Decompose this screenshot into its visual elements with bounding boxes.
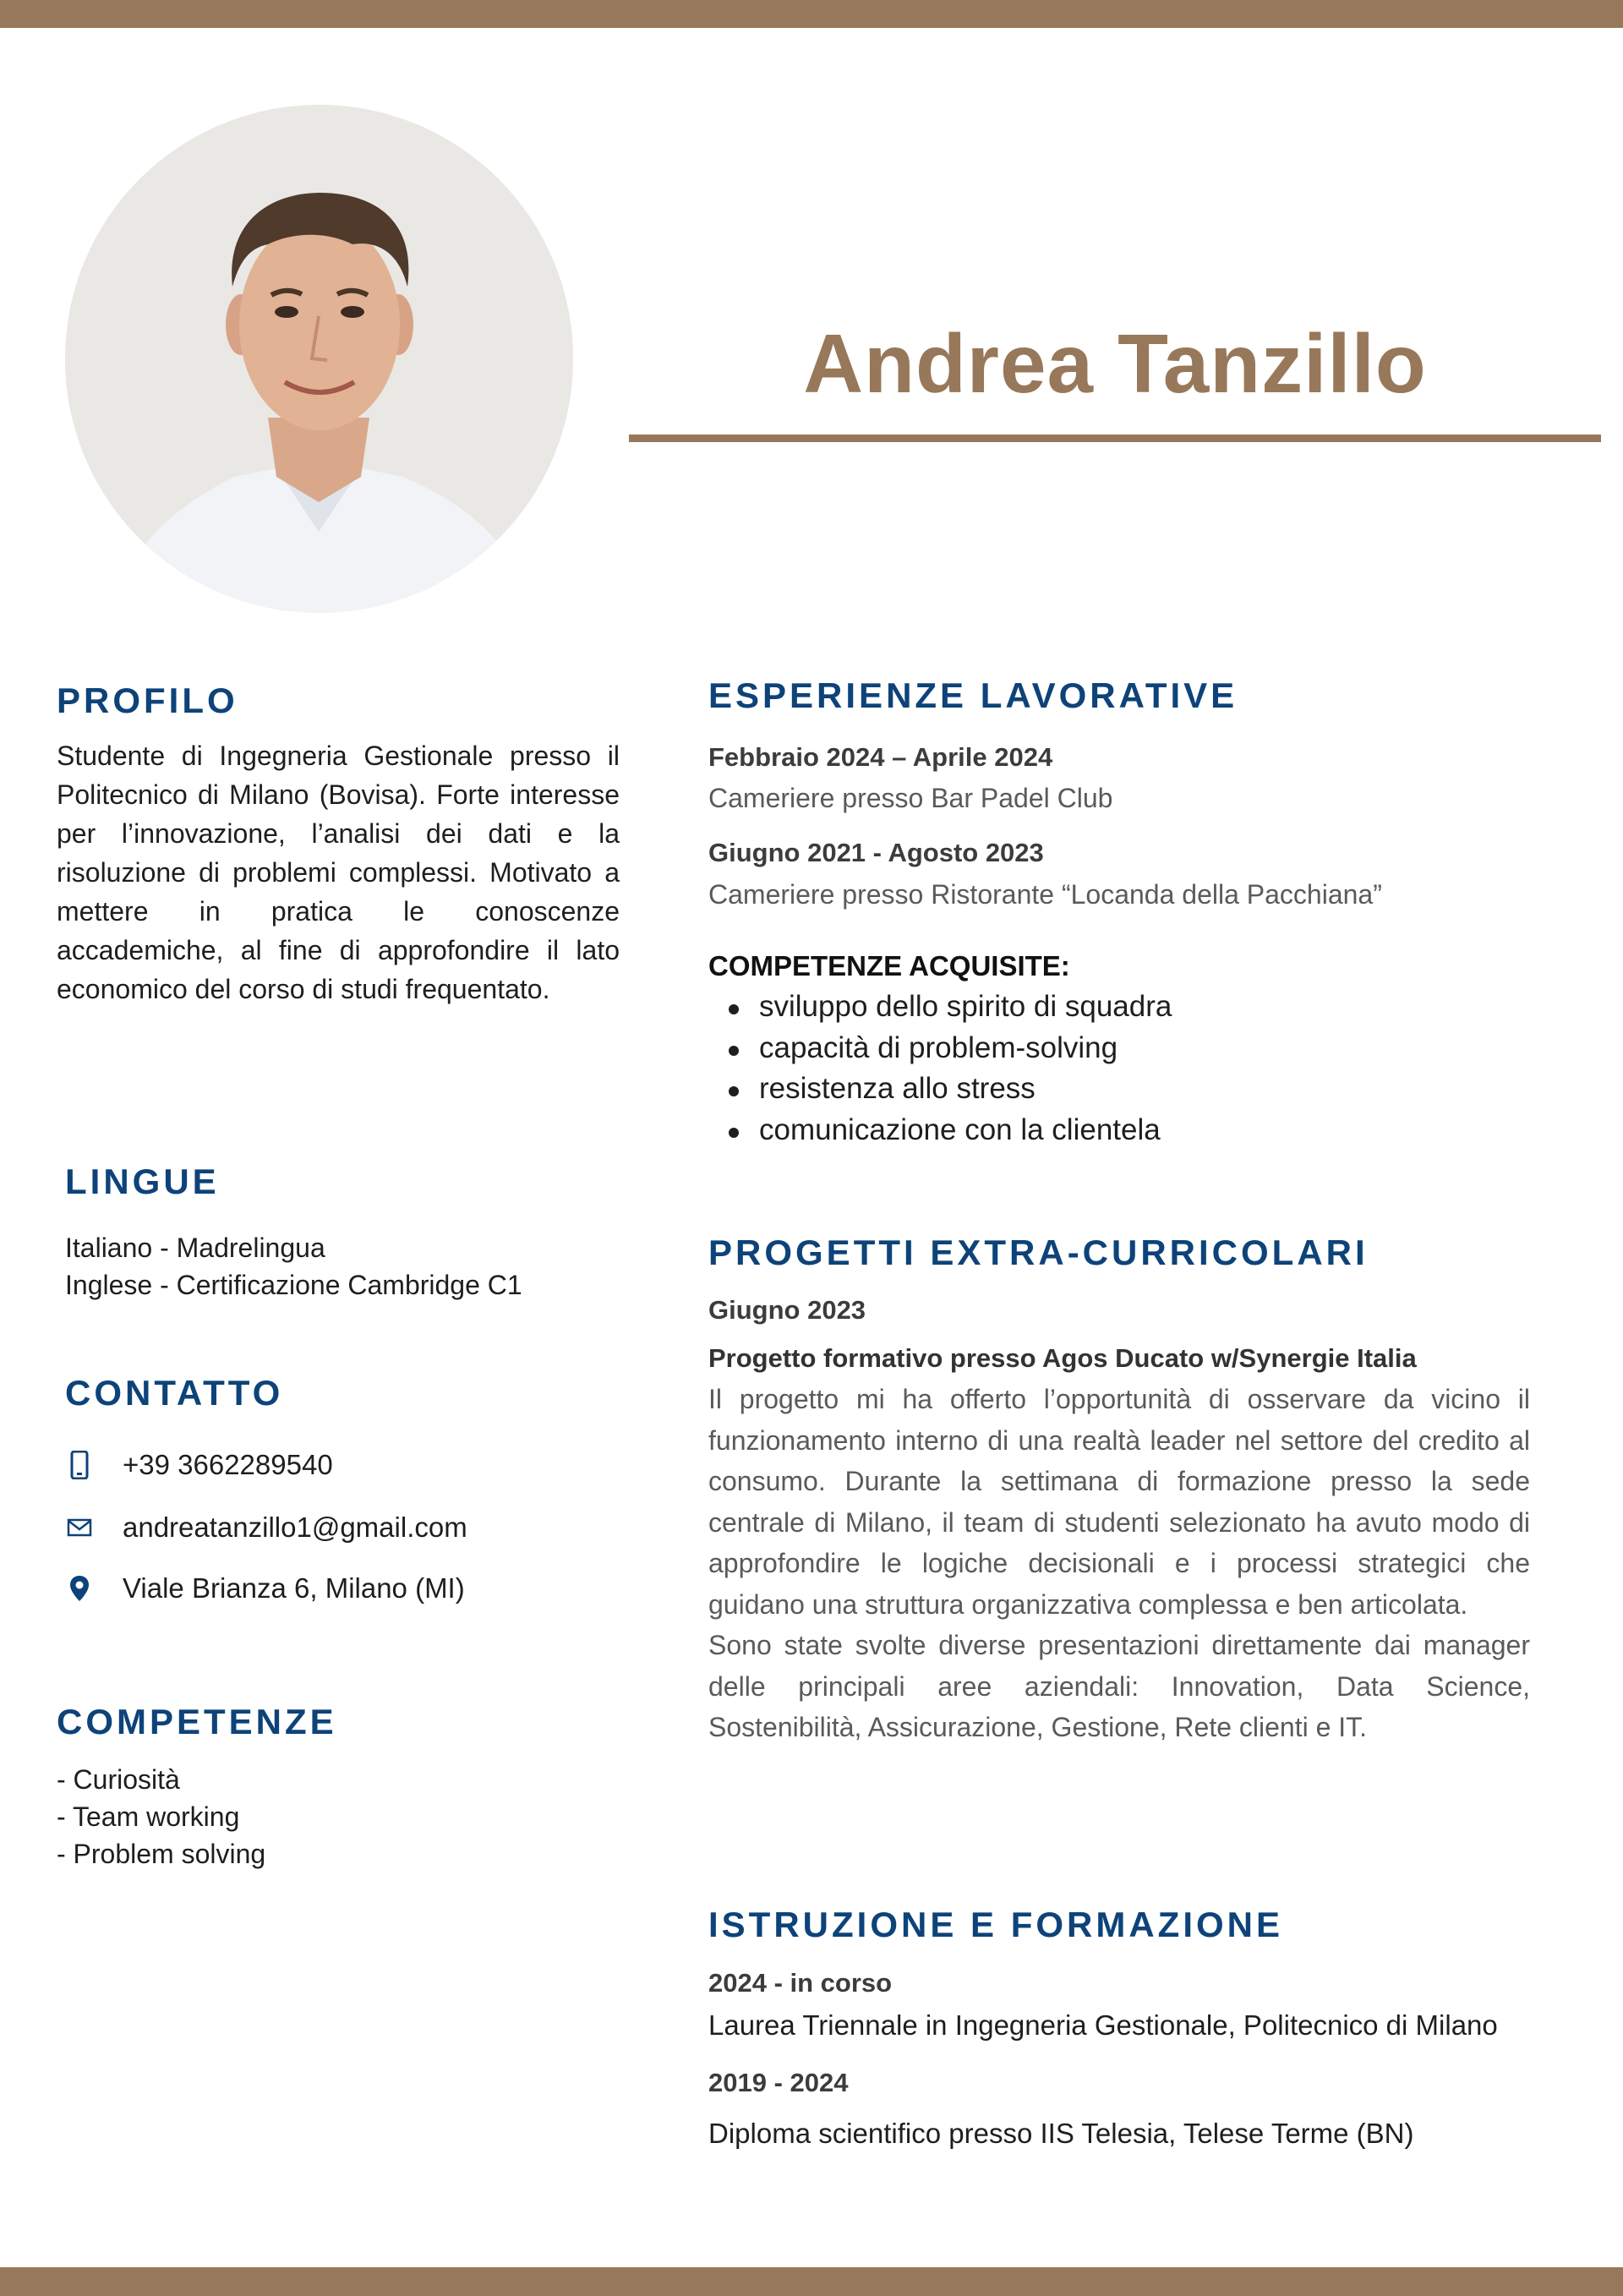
- competenza-item: - Curiosità: [57, 1764, 180, 1795]
- bottom-band: [0, 2267, 1623, 2296]
- profile-photo: [65, 105, 573, 613]
- lingue-heading: LINGUE: [65, 1162, 220, 1201]
- competenza-item: - Problem solving: [57, 1839, 266, 1869]
- istruzione-heading: ISTRUZIONE E FORMAZIONE: [708, 1905, 1283, 1944]
- address-text: Viale Brianza 6, Milano (MI): [123, 1572, 465, 1604]
- project-date: Giugno 2023: [708, 1295, 866, 1325]
- competenze-acquisite-list: [708, 987, 1172, 1151]
- job-role: Cameriere presso Bar Padel Club: [708, 783, 1113, 813]
- education-date: 2024 - in corso: [708, 1968, 893, 1998]
- phone-icon: [65, 1448, 94, 1482]
- profilo-heading: PROFILO: [57, 681, 238, 720]
- mail-icon: [65, 1511, 94, 1544]
- lingue-list: [65, 1229, 522, 1304]
- person-portrait-icon: [65, 105, 573, 613]
- education-entry: Laurea Triennale in Ingegneria Gestionale, Politecnico di Milano: [708, 2009, 1498, 2041]
- competenze-list: [57, 1761, 265, 1872]
- email-address[interactable]: andreatanzillo1@gmail.com: [123, 1512, 467, 1543]
- project-paragraph: Sono state svolte diverse presentazioni direttamente dai manager delle principali aree aziendali: Innovation, Data Science, Sostenibilità, Assicurazione, Gestione, Rete clienti e IT.: [708, 1630, 1530, 1742]
- location-pin-icon: [65, 1572, 94, 1605]
- profilo-text: Studente di Ingegneria Gestionale presso il Politecnico di Milano (Bovisa). Forte interesse per l’innovazione, l’analisi dei dati e la risoluzione di problemi complessi. Motivato a mettere in pratica le conoscenze accademiche, al fine di approfondire il lato economico del corso di studi frequentato.: [57, 741, 620, 1004]
- lingua-italiano: Italiano - Madrelingua: [65, 1233, 325, 1263]
- competenza-item: - Team working: [57, 1801, 240, 1832]
- project-paragraph: Il progetto mi ha offerto l’opportunità di osservare da vicino il funzionamento interno di una realtà leader nel settore del credito al consumo. Durante la settimana di formazione presso la sede centrale di Milano, il team di studenti selezionato ha avuto modo di approfondire le logiche decisionali e i processi strategici che guidano una struttura organizzativa complessa e ben articolata.: [708, 1384, 1530, 1620]
- competenze-acquisite-heading: COMPETENZE ACQUISITE:: [708, 950, 1070, 981]
- job-date: Febbraio 2024 – Aprile 2024: [708, 742, 1053, 772]
- contact-address: [65, 1569, 465, 1608]
- skill-item: capacità di problem-solving: [708, 1028, 1172, 1069]
- top-band: [0, 0, 1623, 28]
- competenze-heading: COMPETENZE: [57, 1702, 337, 1741]
- esperienze-heading: ESPERIENZE LAVORATIVE: [708, 675, 1238, 715]
- education-date: 2019 - 2024: [708, 2068, 849, 2097]
- candidate-name: Andrea Tanzillo: [803, 317, 1427, 410]
- phone-number[interactable]: +39 3662289540: [123, 1449, 333, 1480]
- contact-phone[interactable]: [65, 1446, 333, 1484]
- job-role: Cameriere presso Ristorante “Locanda della Pacchiana”: [708, 879, 1382, 910]
- skill-item: sviluppo dello spirito di squadra: [708, 987, 1172, 1028]
- name-underline: [629, 435, 1601, 442]
- skill-item: resistenza allo stress: [708, 1069, 1172, 1110]
- lingua-inglese: Inglese - Certificazione Cambridge C1: [65, 1270, 522, 1300]
- skill-item: comunicazione con la clientela: [708, 1110, 1172, 1151]
- contact-email[interactable]: [65, 1508, 467, 1547]
- project-description: [708, 1379, 1530, 1748]
- progetti-heading: PROGETTI EXTRA-CURRICOLARI: [708, 1233, 1369, 1272]
- job-date: Giugno 2021 - Agosto 2023: [708, 838, 1044, 867]
- project-name: Progetto formativo presso Agos Ducato w/Synergie Italia: [708, 1343, 1417, 1373]
- contatto-heading: CONTATTO: [65, 1373, 284, 1413]
- education-entry: Diploma scientifico presso IIS Telesia, Telese Terme (BN): [708, 2118, 1414, 2149]
